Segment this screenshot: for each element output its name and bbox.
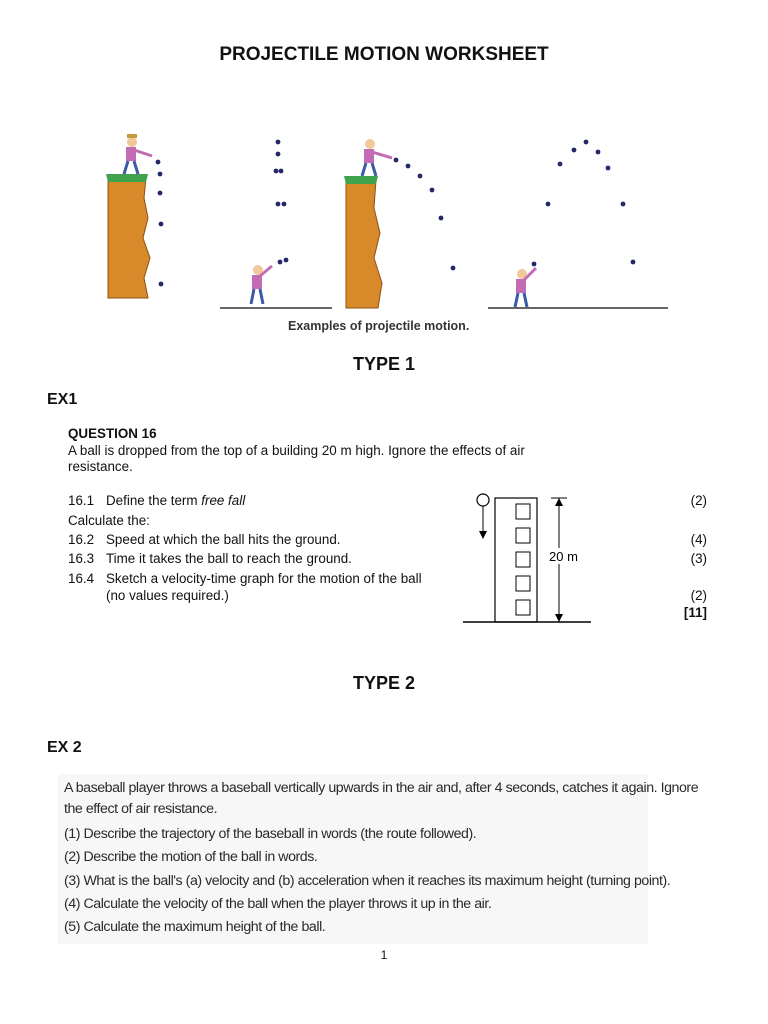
mark-16-2: (4): [690, 532, 707, 547]
ex2-question-1: (1) Describe the trajectory of the baseball in words (the route followed).: [64, 826, 477, 842]
page-title: PROJECTILE MOTION WORKSHEET: [219, 44, 549, 65]
question-16: [68, 426, 628, 476]
question-item-calculate: Calculate the:: [68, 513, 150, 528]
type1-heading: TYPE 1: [352, 354, 416, 374]
ex2-question-5: (5) Calculate the maximum height of the ball.: [64, 919, 326, 935]
cliff-icon: [106, 174, 150, 298]
ex1-label: EX1: [47, 391, 78, 408]
question-intro-line-1: A ball is dropped from the top of a building 20 m high. Ignore the effects of air: [68, 442, 525, 458]
question-item-16-1: 16.1 Define the term free fall: [68, 493, 246, 508]
mark-16-4: (2): [690, 588, 707, 603]
question-intro-line-2: resistance.: [68, 459, 133, 474]
ex2-intro-line-2: the effect of air resistance.: [64, 801, 218, 817]
ex2-label: EX 2: [47, 739, 82, 756]
building-diagram: [455, 490, 605, 630]
type2-heading: TYPE 2: [352, 673, 416, 693]
question-item-16-3: 16.3 Time it takes the ball to reach the ground.: [68, 551, 352, 566]
height-label: 20 m: [549, 549, 578, 564]
question-title: QUESTION 16: [68, 426, 157, 441]
ex2-question-2: (2) Describe the motion of the ball in words.: [64, 849, 318, 865]
question-item-16-4-cont: (no values required.): [106, 588, 229, 603]
ex2-question-block: [58, 774, 699, 944]
question-total: [11]: [683, 605, 707, 620]
question-item-16-4: 16.4 Sketch a velocity-time graph for the motion of the ball: [68, 571, 422, 586]
ball-icon: [477, 494, 489, 506]
question-item-16-2: 16.2 Speed at which the ball hits the ground.: [68, 532, 341, 547]
mark-16-1: (2): [690, 493, 707, 508]
page-number: 1: [380, 948, 388, 962]
figure-caption: Examples of projectile motion.: [288, 319, 470, 333]
mark-16-3: (3): [690, 551, 707, 566]
projectile-examples-figure: [48, 118, 680, 340]
ex2-intro-line-1: A baseball player throws a baseball vertically upwards in the air and, after 4 seconds, catches it again. Ignore: [64, 780, 699, 796]
ex2-question-4: (4) Calculate the velocity of the ball when the player throws it up in the air.: [64, 896, 492, 912]
ex2-question-3: (3) What is the ball's (a) velocity and (b) acceleration when it reaches its maximum height (turning point).: [64, 873, 671, 889]
building-icon: [495, 498, 537, 622]
